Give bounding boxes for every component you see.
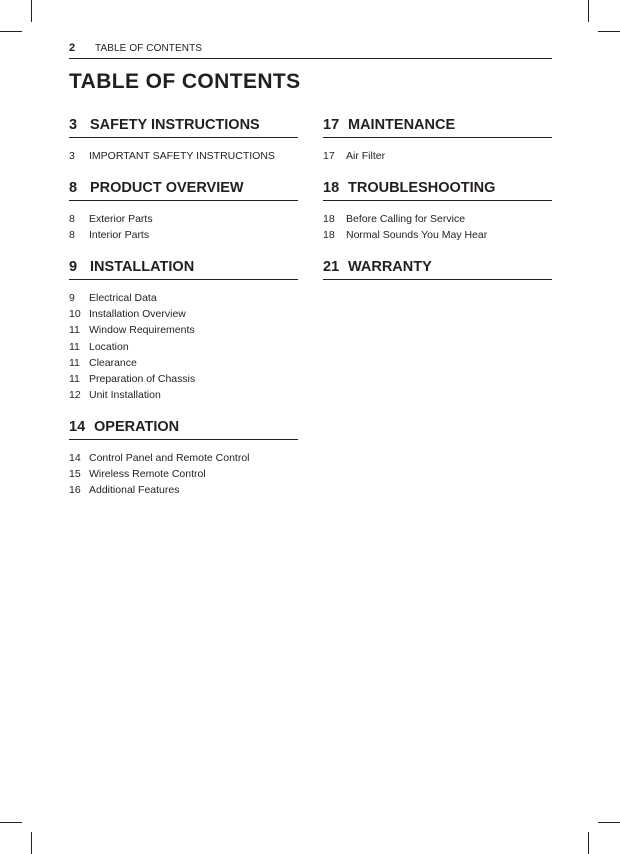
entry-page-number: 14 (69, 451, 81, 464)
crop-mark (0, 31, 22, 32)
toc-entry[interactable] (69, 227, 298, 243)
entry-page-number: 15 (69, 468, 81, 481)
section-title: PRODUCT OVERVIEW (90, 180, 244, 197)
entry-page-number: 18 (323, 229, 335, 242)
entry-title: Additional Features (89, 484, 180, 497)
section-page-number: 18 (323, 180, 340, 197)
section-page-number: 8 (69, 180, 78, 197)
toc-entry[interactable] (69, 211, 298, 227)
section-heading[interactable] (69, 260, 298, 280)
entry-title: Electrical Data (89, 292, 157, 305)
entry-title: Normal Sounds You May Hear (346, 229, 488, 242)
toc-entry[interactable] (69, 466, 298, 482)
section-title: WARRANTY (348, 259, 432, 276)
entry-page-number: 12 (69, 388, 81, 401)
crop-mark (598, 31, 620, 32)
entry-page-number: 8 (69, 229, 75, 242)
section-title: TROUBLESHOOTING (348, 180, 496, 197)
page-title: TABLE OF CONTENTS (69, 70, 301, 93)
section-heading[interactable] (323, 181, 552, 201)
toc-entry[interactable] (69, 339, 298, 355)
entry-title: Air Filter (346, 150, 386, 162)
entry-title: Unit Installation (89, 388, 161, 401)
toc-section-safety-instructions (69, 118, 298, 164)
section-page-number: 21 (323, 259, 340, 276)
toc-right-column (323, 118, 552, 297)
section-heading[interactable] (323, 260, 552, 280)
entry-title: Location (89, 340, 129, 353)
section-page-number: 9 (69, 259, 78, 276)
crop-mark (588, 0, 589, 22)
entry-list (69, 148, 298, 164)
entry-page-number: 8 (69, 213, 75, 226)
toc-section-product-overview (69, 181, 298, 243)
toc-entry[interactable] (69, 148, 298, 164)
section-heading[interactable] (69, 420, 298, 440)
toc-entry[interactable] (69, 290, 298, 306)
section-title: SAFETY INSTRUCTIONS (90, 117, 260, 133)
entry-page-number: 11 (69, 356, 80, 369)
entry-title: IMPORTANT SAFETY INSTRUCTIONS (89, 150, 275, 162)
crop-mark (598, 822, 620, 823)
entry-title: Wireless Remote Control (89, 468, 206, 481)
entry-page-number: 10 (69, 308, 81, 321)
entry-list (323, 211, 552, 243)
toc-entry[interactable] (69, 450, 298, 466)
toc-entry[interactable] (69, 371, 298, 387)
toc-entry[interactable] (323, 211, 552, 227)
toc-section-troubleshooting (323, 181, 552, 243)
entry-page-number: 9 (69, 292, 75, 305)
running-header (69, 42, 552, 59)
entry-title: Before Calling for Service (346, 213, 466, 226)
entry-title: Window Requirements (89, 324, 195, 337)
entry-title: Control Panel and Remote Control (89, 451, 250, 464)
toc-section-operation (69, 420, 298, 498)
entry-title: Clearance (89, 356, 137, 369)
toc-entry[interactable] (69, 482, 298, 498)
toc-entry[interactable] (323, 227, 552, 243)
toc-entry[interactable] (69, 387, 298, 403)
toc-entry[interactable] (69, 322, 298, 338)
toc-left-column (69, 118, 298, 515)
entry-list (69, 211, 298, 243)
entry-page-number: 18 (323, 213, 335, 226)
header-label: TABLE OF CONTENTS (95, 43, 203, 54)
section-page-number: 14 (69, 418, 86, 435)
entry-list (323, 148, 552, 164)
entry-page-number: 3 (69, 150, 75, 162)
entry-page-number: 11 (69, 372, 80, 385)
section-page-number: 3 (69, 117, 78, 133)
entry-title: Installation Overview (89, 308, 186, 321)
entry-page-number: 11 (69, 324, 80, 337)
crop-mark (588, 832, 589, 854)
section-page-number: 17 (323, 117, 340, 133)
toc-section-warranty (323, 260, 552, 280)
crop-mark (31, 0, 32, 22)
entry-list (69, 450, 298, 498)
section-title: MAINTENANCE (348, 117, 456, 133)
entry-page-number: 16 (69, 484, 81, 497)
toc-entry[interactable] (69, 355, 298, 371)
entry-page-number: 17 (323, 150, 335, 162)
entry-title: Exterior Parts (89, 213, 153, 226)
entry-title: Preparation of Chassis (89, 372, 196, 385)
toc-section-installation (69, 260, 298, 403)
toc-section-maintenance (323, 118, 552, 164)
crop-mark (31, 832, 32, 854)
section-title: INSTALLATION (90, 259, 195, 276)
toc-entry[interactable] (323, 148, 552, 164)
entry-page-number: 11 (69, 340, 80, 353)
toc-entry[interactable] (69, 306, 298, 322)
section-title: OPERATION (94, 418, 180, 435)
entry-title: Interior Parts (89, 229, 150, 242)
crop-mark (0, 822, 22, 823)
entry-list (69, 290, 298, 403)
section-heading[interactable] (69, 118, 298, 138)
page-number: 2 (69, 42, 76, 54)
section-heading[interactable] (323, 118, 552, 138)
section-heading[interactable] (69, 181, 298, 201)
